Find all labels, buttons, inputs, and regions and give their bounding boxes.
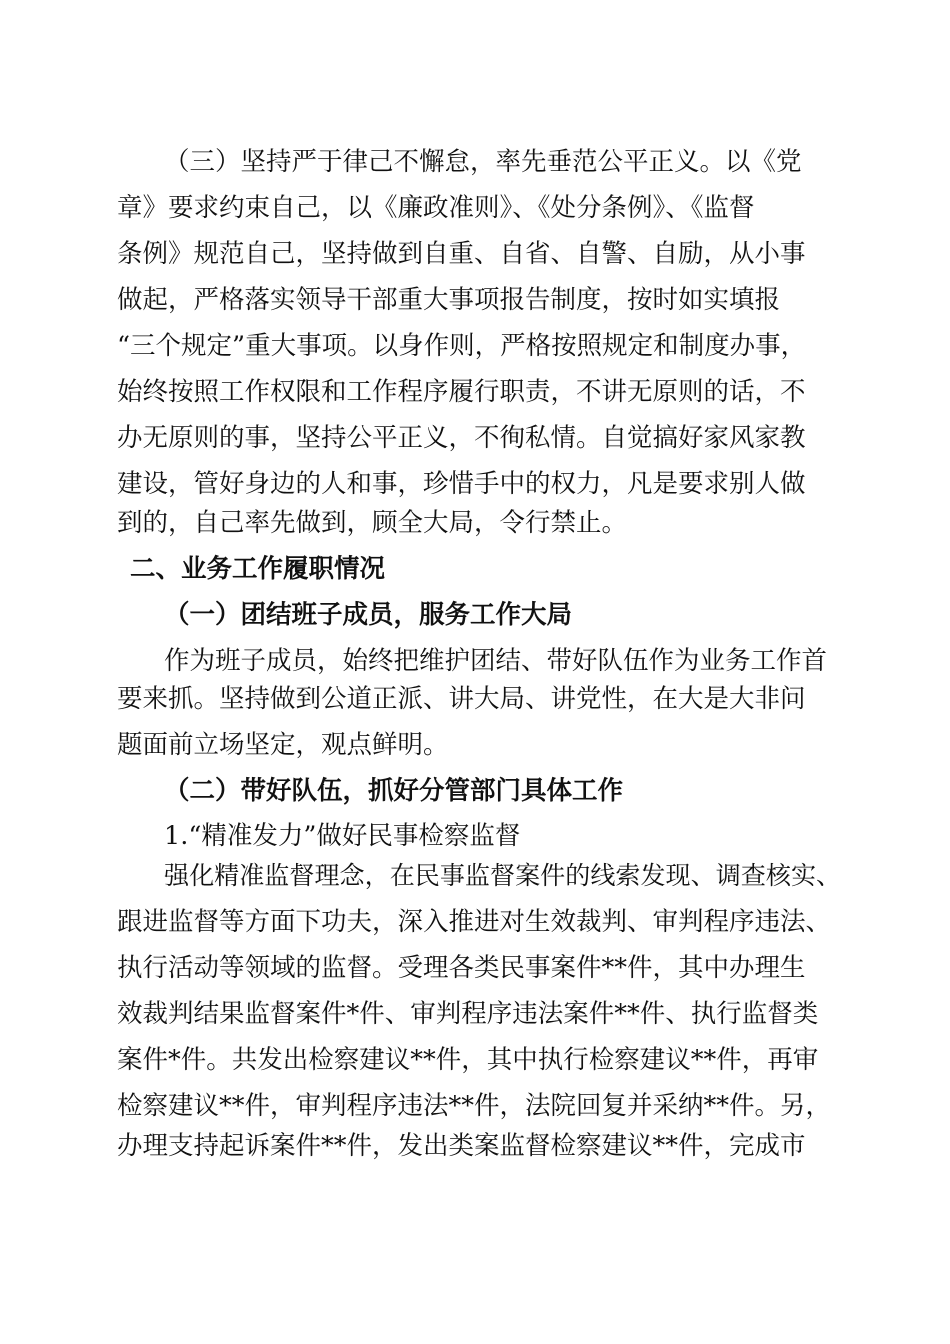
paragraph-line: 做起，严格落实领导干部重大事项报告制度，按时如实填报 [117, 285, 781, 315]
paragraph-line: 效裁判结果监督案件*件、审判程序违法案件**件、执行监督类 [117, 999, 819, 1029]
paragraph-line: “三个规定”重大事项。以身作则，严格按照规定和制度办事， [117, 331, 807, 361]
section-heading: 二、业务工作履职情况 [130, 554, 386, 584]
paragraph-line: 强化精准监督理念，在民事监督案件的线索发现、调查核实、 [164, 861, 842, 890]
sub-item-heading: 1.“精准发力”做好民事检察监督 [164, 821, 521, 851]
paragraph-line: 跟进监督等方面下功夫，深入推进对生效裁判、审判程序违法、 [117, 907, 832, 937]
subsection-heading: （二）带好队伍，抓好分管部门具体工作 [164, 776, 624, 806]
paragraph-line: 办理支持起诉案件**件，发出类案监督检察建议**件，完成市 [117, 1131, 806, 1161]
paragraph-line: 到的，自己率先做到，顾全大局，令行禁止。 [117, 508, 628, 538]
paragraph-line: 建设，管好身边的人和事，珍惜手中的权力，凡是要求别人做 [117, 469, 806, 499]
paragraph-line: 案件*件。共发出检察建议**件，其中执行检察建议**件，再审 [117, 1045, 819, 1075]
paragraph-line: 办无原则的事，坚持公平正义，不徇私情。自觉搞好家风家教 [117, 423, 806, 453]
paragraph-line: 要来抓。坚持做到公道正派、讲大局、讲党性，在大是大非问 [117, 684, 806, 714]
paragraph-line: （三）坚持严于律己不懈怠，率先垂范公平正义。以《党 [164, 147, 802, 177]
paragraph-line: 检察建议**件，审判程序违法**件，法院回复并采纳**件。另， [117, 1091, 832, 1121]
paragraph-line: 执行活动等领域的监督。受理各类民事案件**件，其中办理生 [117, 953, 806, 983]
paragraph-line: 题面前立场坚定，观点鲜明。 [117, 730, 449, 760]
subsection-heading: （一）团结班子成员，服务工作大局 [164, 600, 573, 630]
paragraph-line: 始终按照工作权限和工作程序履行职责，不讲无原则的话，不 [117, 377, 806, 407]
paragraph-line: 作为班子成员，始终把维护团结、带好队伍作为业务工作首 [164, 646, 828, 676]
paragraph-line: 条例》规范自己，坚持做到自重、自省、自警、自励，从小事 [117, 239, 806, 269]
paragraph-line: 章》要求约束自己，以《廉政准则》、《处分条例》、《监督 [117, 193, 755, 223]
